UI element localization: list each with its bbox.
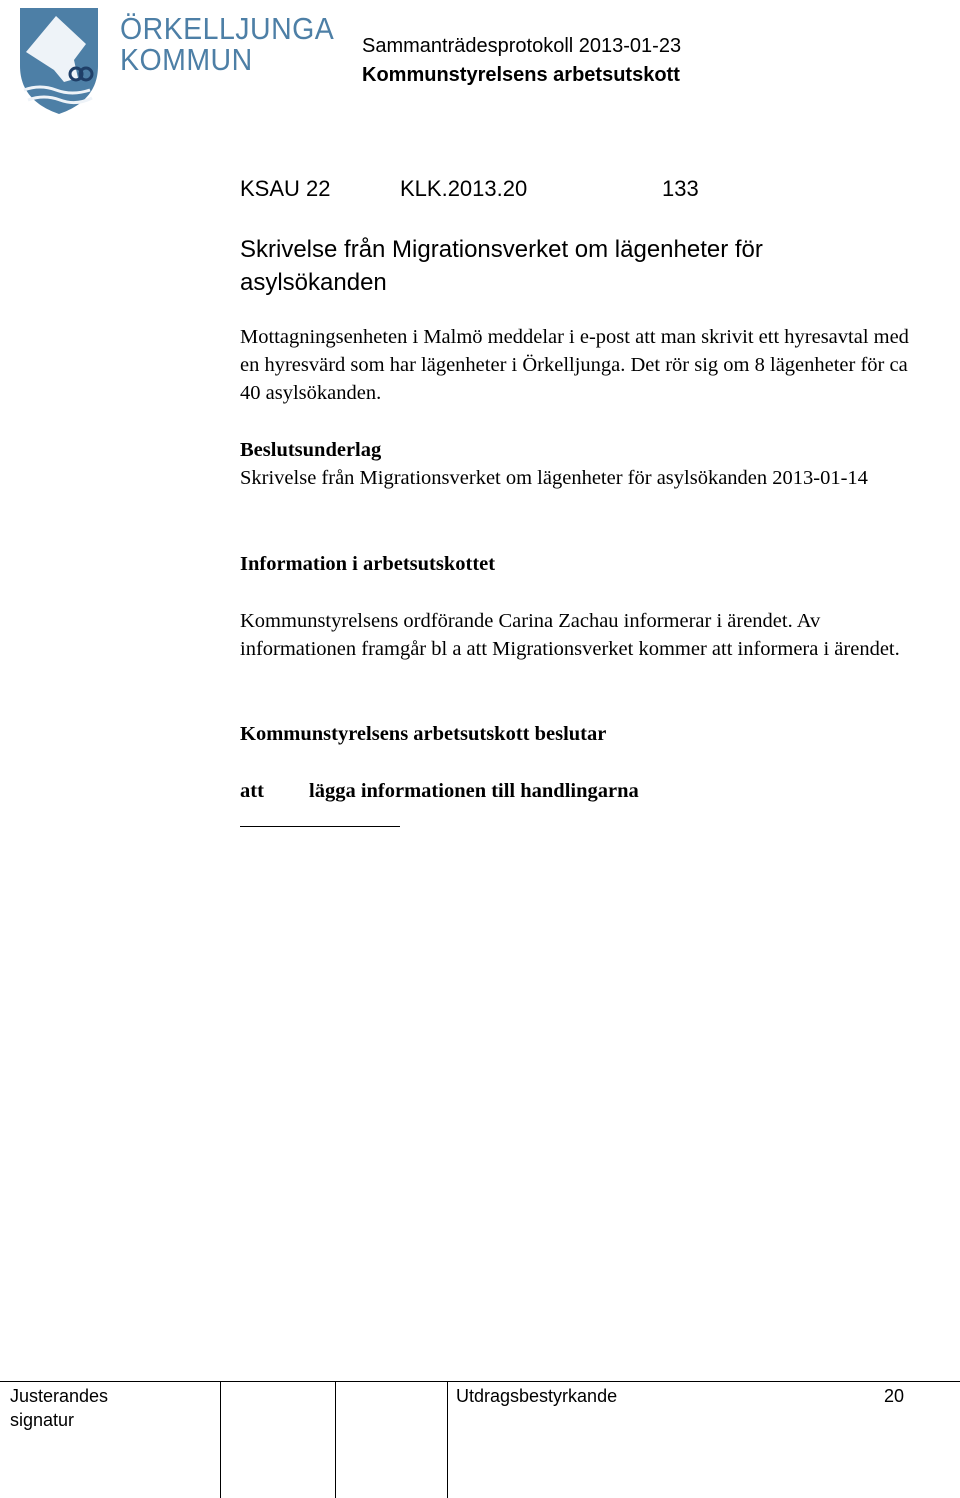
basis-text: Skrivelse från Migrationsverket om lägenheter för asylsökanden 2013-01-14 <box>240 467 868 489</box>
basis-heading: Beslutsunderlag <box>240 439 382 461</box>
footer-top-border <box>0 1381 960 1382</box>
protocol-title: Sammanträdesprotokoll 2013-01-23 <box>362 35 682 57</box>
signature-footer <box>0 1381 960 1498</box>
decision-heading: Kommunstyrelsens arbetsutskott beslutar <box>240 723 607 745</box>
logo-text-line2: KOMMUN <box>120 42 253 77</box>
footer-signatur: signatur <box>10 1410 75 1430</box>
case-number: KSAU 22 <box>240 176 331 201</box>
committee-name: Kommunstyrelsens arbetsutskott <box>362 64 680 86</box>
kommun-logo <box>16 4 112 116</box>
intro-paragraph: Mottagningsenheten i Malmö meddelar i e-post att man skrivit ett hyresavtal med en hyresvärd som har lägenheter i Örkelljunga. Det rör sig om 8 lägenheter för ca 40 asylsökanden. <box>240 326 909 404</box>
logo-text-line1: ÖRKELLJUNGA <box>120 11 335 46</box>
footer-divider <box>335 1381 336 1498</box>
information-heading: Information i arbetsutskottet <box>240 553 496 575</box>
footer-divider <box>447 1381 448 1498</box>
document-title: Skrivelse från Migrationsverket om lägenheter för asylsökanden <box>240 236 763 296</box>
information-text: Kommunstyrelsens ordförande Carina Zachau informerar i ärendet. Av informationen framgår bl a att Migrationsverket kommer att informera i ärendet. <box>240 610 900 660</box>
page-number: 20 <box>884 1386 905 1406</box>
footer-divider <box>220 1381 221 1498</box>
footer-justerandes: Justerandes <box>10 1386 109 1406</box>
end-rule <box>240 826 400 827</box>
case-reference: KLK.2013.20 <box>400 176 528 201</box>
decision-text: lägga informationen till handlingarna <box>309 780 639 802</box>
case-page-ref: 133 <box>662 176 699 201</box>
footer-utdragsbestyrkande: Utdragsbestyrkande <box>456 1386 618 1406</box>
decision-att: att <box>240 780 264 802</box>
